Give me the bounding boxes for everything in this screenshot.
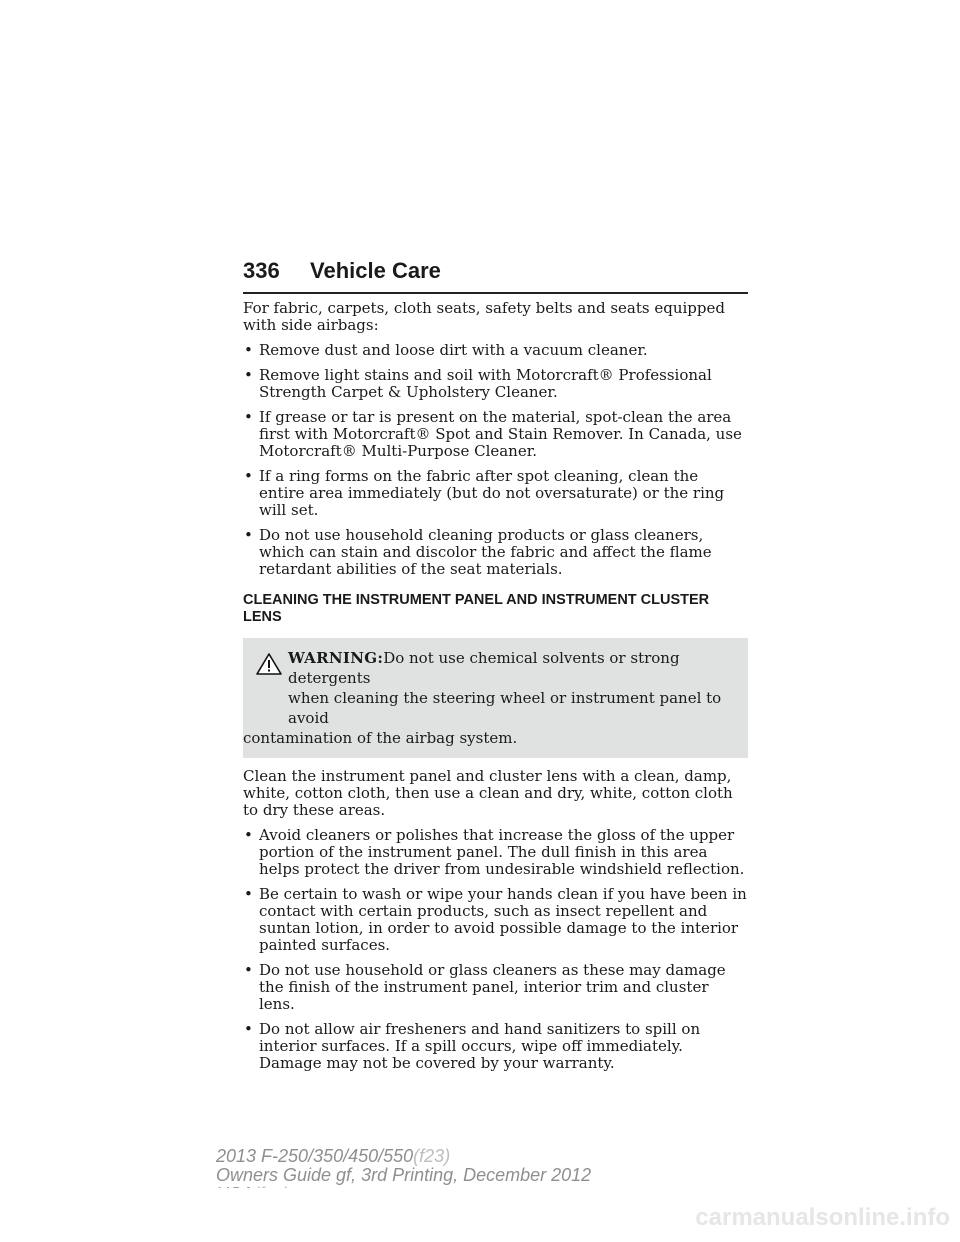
list-item <box>243 409 748 460</box>
footer-line <box>216 1147 591 1166</box>
fabric-intro: For fabric, carpets, cloth seats, safety belts and seats equipped with side airbags: <box>243 299 725 334</box>
fabric-bullet-list <box>243 342 748 578</box>
bullet-text: If grease or tar is present on the material, spot-clean the area first with Motorcraft® Spot and Stain Remover. In Canada, use Motorcraft® Multi-Purpose Cleaner. <box>259 408 742 460</box>
list-item <box>243 1021 748 1072</box>
warning-label: WARNING: <box>288 649 384 667</box>
section-heading: CLEANING THE INSTRUMENT PANEL AND INSTRUMENT CLUSTER LENS <box>243 592 710 625</box>
bullet-text: Remove light stains and soil with Motorcraft® Professional Strength Carpet & Upholstery Cleaner. <box>259 366 712 401</box>
bullet-icon: • <box>244 1020 253 1038</box>
list-item <box>243 527 748 578</box>
warning-triangle-icon <box>256 652 282 676</box>
bullet-icon: • <box>244 526 253 544</box>
watermark-text: carmanualsonline.info <box>695 1204 950 1231</box>
bullet-icon: • <box>244 467 253 485</box>
page-content <box>243 300 748 1080</box>
list-item <box>243 342 748 359</box>
panel-bullet-list <box>243 827 748 1072</box>
bullet-text: Remove dust and loose dirt with a vacuum cleaner. <box>259 341 648 359</box>
bullet-icon: • <box>244 408 253 426</box>
bullet-text: Avoid cleaners or polishes that increase the gloss of the upper portion of the instrument panel. The dull finish in this area helps protect the driver from undesirable windshield reflection. <box>259 826 745 878</box>
watermark <box>0 1188 960 1242</box>
bullet-text: Do not use household or glass cleaners as these may damage the finish of the instrument panel, interior trim and cluster lens. <box>259 961 726 1013</box>
bullet-icon: • <box>244 961 253 979</box>
list-item <box>243 468 748 519</box>
bullet-text: Do not use household cleaning products or glass cleaners, which can stain and discolor the fabric and affect the flame retardant abilities of the seat materials. <box>259 526 712 578</box>
page-header <box>243 258 748 294</box>
footer-model: 2013 F-250/350/450/550 <box>216 1146 414 1166</box>
bullet-text: If a ring forms on the fabric after spot cleaning, clean the entire area immediately (but do not oversaturate) or the ring will set. <box>259 467 725 519</box>
footer-code: (f23) <box>413 1146 451 1166</box>
warning-box <box>243 638 748 758</box>
list-item <box>243 827 748 878</box>
bullet-text: Do not allow air fresheners and hand sanitizers to spill on interior surfaces. If a spill occurs, wipe off immediately. Damage may not be covered by your warranty. <box>259 1020 701 1072</box>
bullet-icon: • <box>244 341 253 359</box>
bullet-icon: • <box>244 885 253 903</box>
warning-text: contamination of the airbag system. <box>243 729 518 747</box>
bullet-text: Be certain to wash or wipe your hands clean if you have been in contact with certain products, such as insect repellent and suntan lotion, in order to avoid possible damage to the interior painted surfaces. <box>259 885 747 954</box>
page-number: 336 <box>243 258 280 283</box>
warning-text <box>243 648 740 688</box>
panel-intro: Clean the instrument panel and cluster lens with a clean, damp, white, cotton cloth, then use a clean and dry, white, cotton cloth to dry these areas. <box>243 767 733 819</box>
warning-text: when cleaning the steering wheel or instrument panel to avoid <box>288 689 722 727</box>
list-item <box>243 886 748 954</box>
list-item <box>243 962 748 1013</box>
warning-line: Do not use chemical solvents or strong detergents <box>288 649 680 687</box>
footer-line: Owners Guide gf, 3rd Printing, December 2012 <box>216 1165 592 1185</box>
bullet-icon: • <box>244 826 253 844</box>
bullet-icon: • <box>244 366 253 384</box>
list-item <box>243 367 748 401</box>
section-title: Vehicle Care <box>310 258 441 283</box>
